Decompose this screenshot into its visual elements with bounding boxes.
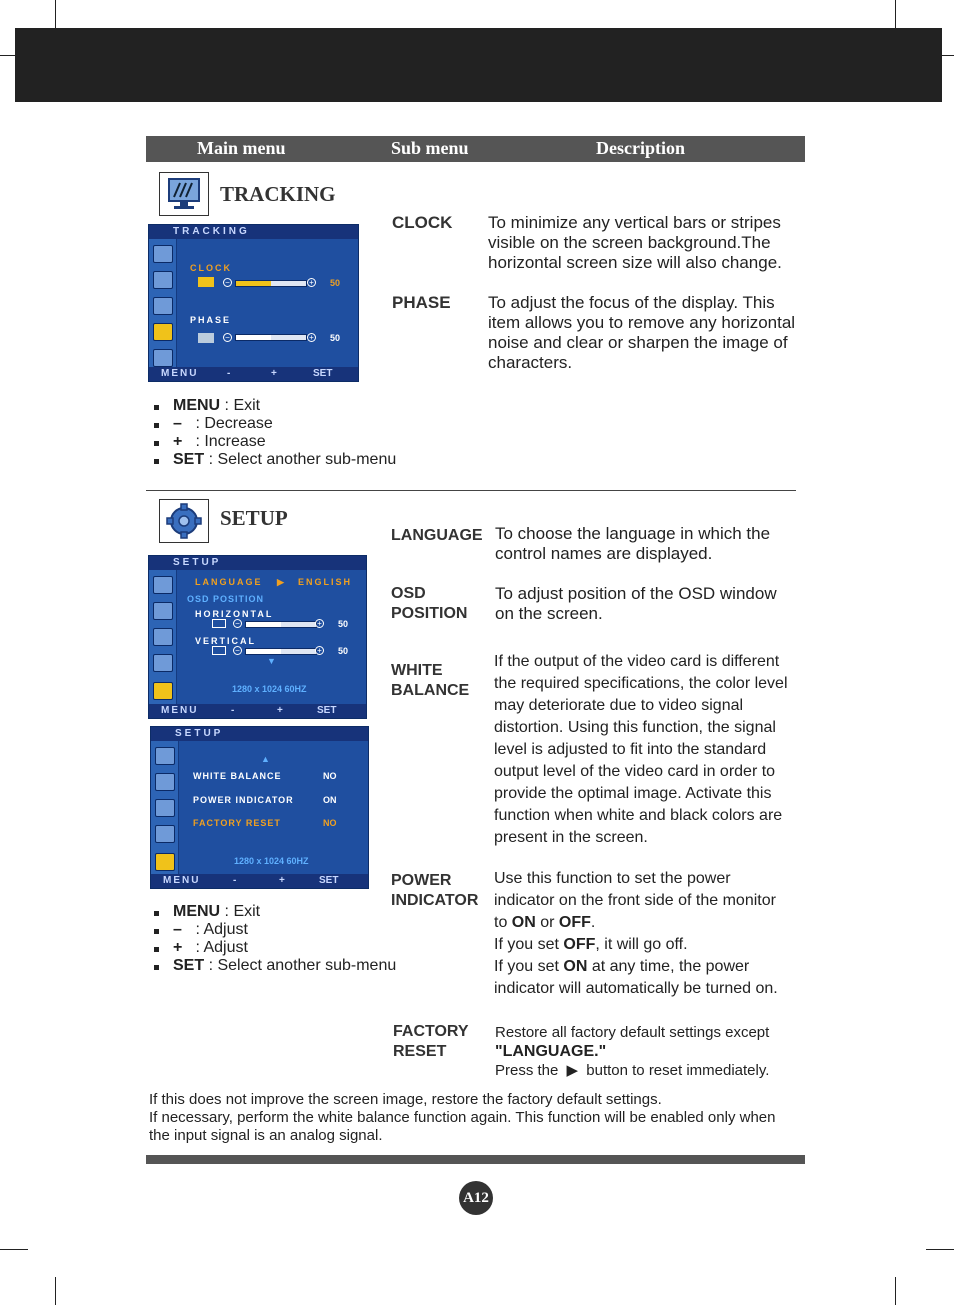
clock-slider-fill xyxy=(236,281,271,286)
legend-text: : Decrease xyxy=(191,415,273,432)
factory-reset-description xyxy=(495,1023,805,1080)
osd-position-description: To adjust position of the OSD window on the screen. xyxy=(495,584,777,623)
scroll-down-icon: ▼ xyxy=(267,656,276,666)
osd-bottom-bar xyxy=(149,367,358,381)
setup-osd-panel-1 xyxy=(148,555,367,719)
off-keyword: OFF xyxy=(563,936,596,953)
picture-icon xyxy=(153,245,173,263)
column-header xyxy=(146,136,805,162)
power-indicator-label xyxy=(391,871,478,911)
osd-title: SETUP xyxy=(149,556,366,570)
footnote-line: If this does not improve the screen image, restore the factory default settings. xyxy=(149,1091,662,1108)
text: , it will go off. xyxy=(595,936,688,953)
horizontal-slider-fill xyxy=(246,622,281,627)
gear-icon xyxy=(159,499,209,543)
section-divider xyxy=(146,490,796,491)
clock-description: To minimize any vertical bars or stripes visible on the screen background.The horizontal screen size will also change. xyxy=(488,213,782,272)
text: at any time, the power xyxy=(587,958,750,975)
vertical-slider-fill xyxy=(246,649,281,654)
osd-minus-key: - xyxy=(233,875,237,886)
power-indicator-label-line2: INDICATOR xyxy=(391,892,479,909)
legend-key: MENU xyxy=(173,903,221,920)
osd-menu-key: MENU xyxy=(163,875,201,886)
power-desc-line: indicator will automatically be turned on. xyxy=(494,980,778,997)
power-desc-line: indicator on the front side of the monitor xyxy=(494,892,776,909)
text: to xyxy=(494,914,512,931)
osd-set-key: SET xyxy=(319,875,339,886)
osd-power-indicator-label: POWER INDICATOR xyxy=(193,795,294,805)
minus-icon: − xyxy=(233,619,242,628)
crop-mark xyxy=(55,1277,56,1305)
legend-key: SET xyxy=(173,451,205,468)
white-balance-description: If the output of the video card is different the required specifications, the color level may deteriorate due to video signal distortion. Using this function, the signal level is adjusted to fit into the standard output level of the video card in order to provide the optimal image. Activate this function when white and black colors are present in the screen. xyxy=(494,653,788,846)
power-desc-line: Use this function to set the power xyxy=(494,870,731,887)
power-indicator-description xyxy=(494,868,804,1000)
text: or xyxy=(535,914,559,931)
osd-horizontal-label: HORIZONTAL xyxy=(195,609,274,619)
text: If you set xyxy=(494,958,564,975)
setup-menu-icon xyxy=(153,682,173,700)
col-main-menu: Main menu xyxy=(197,138,286,158)
osd-plus-key: + xyxy=(279,875,285,886)
osd-clock-value: 50 xyxy=(330,278,341,288)
osd-bottom-bar xyxy=(149,704,366,718)
plus-icon: + xyxy=(307,333,316,342)
setup-legend xyxy=(154,903,397,975)
osd-position-label: OSD POSITION xyxy=(187,594,265,604)
col-sub-menu: Sub menu xyxy=(391,138,469,158)
arrow-right-icon: ▶ xyxy=(277,577,284,587)
legend-key: – xyxy=(173,921,182,938)
color-icon xyxy=(155,773,175,791)
reset-desc-line xyxy=(495,1061,805,1080)
tracking-menu-icon xyxy=(155,825,175,843)
osd-set-key: SET xyxy=(313,368,333,379)
legend-key: – xyxy=(173,415,182,432)
phase-description: To adjust the focus of the display. This item allows you to remove any horizontal noise and clear or sharpen the image of characters. xyxy=(488,293,796,372)
language-description: To choose the language in which the control names are displayed. xyxy=(495,524,771,563)
plus-icon: + xyxy=(307,278,316,287)
factory-reset-label-line2: RESET xyxy=(393,1043,447,1060)
tracking-icon xyxy=(159,172,209,216)
legend-text: : Adjust xyxy=(191,921,248,938)
osd-minus-key: - xyxy=(227,368,231,379)
footer-bar xyxy=(146,1155,805,1164)
text: . xyxy=(590,914,596,931)
power-desc-line xyxy=(494,956,804,978)
minus-icon: − xyxy=(223,333,232,342)
osd-horizontal-value: 50 xyxy=(338,619,349,629)
tracking-osd-panel xyxy=(148,224,359,382)
crop-mark xyxy=(55,0,56,28)
osd-power-indicator-value: ON xyxy=(323,795,337,805)
crop-mark xyxy=(0,1249,28,1250)
white-balance-label-line2: BALANCE xyxy=(391,682,470,699)
legend-key: SET xyxy=(173,957,205,974)
footnote-line: the input signal is an analog signal. xyxy=(149,1127,383,1144)
col-description: Description xyxy=(596,138,685,158)
text: button to reset immediately. xyxy=(586,1062,770,1079)
language-label: LANGUAGE xyxy=(391,527,483,544)
clock-icon xyxy=(198,277,214,287)
plus-icon: + xyxy=(315,619,324,628)
reset-desc-line: Restore all factory default settings except xyxy=(495,1024,770,1041)
vertical-slider[interactable] xyxy=(245,648,317,655)
osd-title: TRACKING xyxy=(149,225,358,239)
text: If you set xyxy=(494,936,564,953)
legend-key: + xyxy=(173,939,183,956)
crop-mark xyxy=(895,0,896,28)
osd-resolution: 1280 x 1024 60HZ xyxy=(234,856,309,866)
tracking-legend xyxy=(154,397,397,469)
tracking-menu-icon xyxy=(153,654,173,672)
footnote xyxy=(149,1091,809,1145)
horizontal-icon xyxy=(212,619,226,628)
header-bar xyxy=(15,28,942,102)
osd-white-balance-label: WHITE BALANCE xyxy=(193,771,282,781)
text: Press the xyxy=(495,1062,559,1079)
factory-reset-label-line1: FACTORY xyxy=(393,1023,469,1040)
phase-icon xyxy=(198,333,214,343)
osd-phase-label: PHASE xyxy=(190,315,232,325)
legend-text: : Exit xyxy=(220,903,261,920)
clock-label: CLOCK xyxy=(392,213,453,232)
osd-factory-reset-value: NO xyxy=(323,818,337,828)
play-arrow-icon: ▶ xyxy=(566,1062,579,1079)
footnote-line: If necessary, perform the white balance function again. This function will be enabled only when xyxy=(149,1109,776,1126)
legend-text: : Select another sub-menu xyxy=(204,957,397,974)
setup-osd-panel-2 xyxy=(150,726,369,889)
legend-text: : Select another sub-menu xyxy=(204,451,397,468)
legend-key: MENU xyxy=(173,397,221,414)
white-balance-label-line1: WHITE xyxy=(391,662,443,679)
clock-slider[interactable] xyxy=(235,280,307,287)
color-icon xyxy=(153,602,173,620)
page-number: A12 xyxy=(459,1181,493,1215)
osd-vertical-label: VERTICAL xyxy=(195,636,256,646)
osd-white-balance-value: NO xyxy=(323,771,337,781)
phase-label: PHASE xyxy=(392,293,451,312)
osd-title: SETUP xyxy=(151,727,368,741)
crop-mark xyxy=(926,1249,954,1250)
legend-key: + xyxy=(173,433,183,450)
reset-desc-language: "LANGUAGE." xyxy=(495,1043,607,1060)
phase-slider-fill xyxy=(236,335,271,340)
osd-factory-reset-label: FACTORY RESET xyxy=(193,818,281,828)
osd-side-menu xyxy=(149,239,177,369)
off-keyword: OFF xyxy=(558,914,591,931)
power-indicator-label-line1: POWER xyxy=(391,872,452,889)
scroll-up-icon: ▲ xyxy=(261,754,270,764)
osd-plus-key: + xyxy=(271,368,277,379)
picture-icon xyxy=(155,747,175,765)
white-balance-label xyxy=(391,661,469,701)
osd-bottom-bar xyxy=(151,874,368,888)
setup-menu-icon xyxy=(153,349,173,367)
crop-mark xyxy=(895,1277,896,1305)
position-icon xyxy=(153,628,173,646)
osd-plus-key: + xyxy=(277,705,283,716)
tracking-title: TRACKING xyxy=(220,182,336,206)
osd-language-value: ENGLISH xyxy=(298,577,353,587)
horizontal-slider[interactable] xyxy=(245,621,317,628)
power-desc-line xyxy=(494,912,804,934)
plus-icon: + xyxy=(315,646,324,655)
osd-position-label-line2: POSITION xyxy=(391,605,468,622)
osd-menu-key: MENU xyxy=(161,368,199,379)
minus-icon: − xyxy=(223,278,232,287)
legend-text: : Exit xyxy=(220,397,261,414)
setup-menu-icon xyxy=(155,853,175,871)
power-desc-line xyxy=(494,934,804,956)
vertical-icon xyxy=(212,646,226,655)
setup-title: SETUP xyxy=(220,506,288,530)
osd-position-label xyxy=(391,584,467,624)
color-icon xyxy=(153,271,173,289)
position-icon xyxy=(153,297,173,315)
on-keyword: ON xyxy=(511,914,536,931)
minus-icon: − xyxy=(233,646,242,655)
osd-set-key: SET xyxy=(317,705,337,716)
position-icon xyxy=(155,799,175,817)
osd-minus-key: - xyxy=(231,705,235,716)
osd-position-label-line1: OSD xyxy=(391,585,426,602)
osd-phase-value: 50 xyxy=(330,333,341,343)
factory-reset-label xyxy=(393,1022,469,1062)
picture-icon xyxy=(153,576,173,594)
osd-menu-key: MENU xyxy=(161,705,199,716)
osd-vertical-value: 50 xyxy=(338,646,349,656)
legend-text: : Increase xyxy=(191,433,266,450)
osd-side-menu xyxy=(151,741,179,876)
phase-slider[interactable] xyxy=(235,334,307,341)
osd-side-menu xyxy=(149,570,177,706)
osd-resolution: 1280 x 1024 60HZ xyxy=(232,684,307,694)
legend-text: : Adjust xyxy=(191,939,248,956)
osd-language-label: LANGUAGE xyxy=(195,577,263,587)
osd-clock-label: CLOCK xyxy=(190,263,232,273)
on-keyword: ON xyxy=(563,958,588,975)
tracking-menu-icon xyxy=(153,323,173,341)
